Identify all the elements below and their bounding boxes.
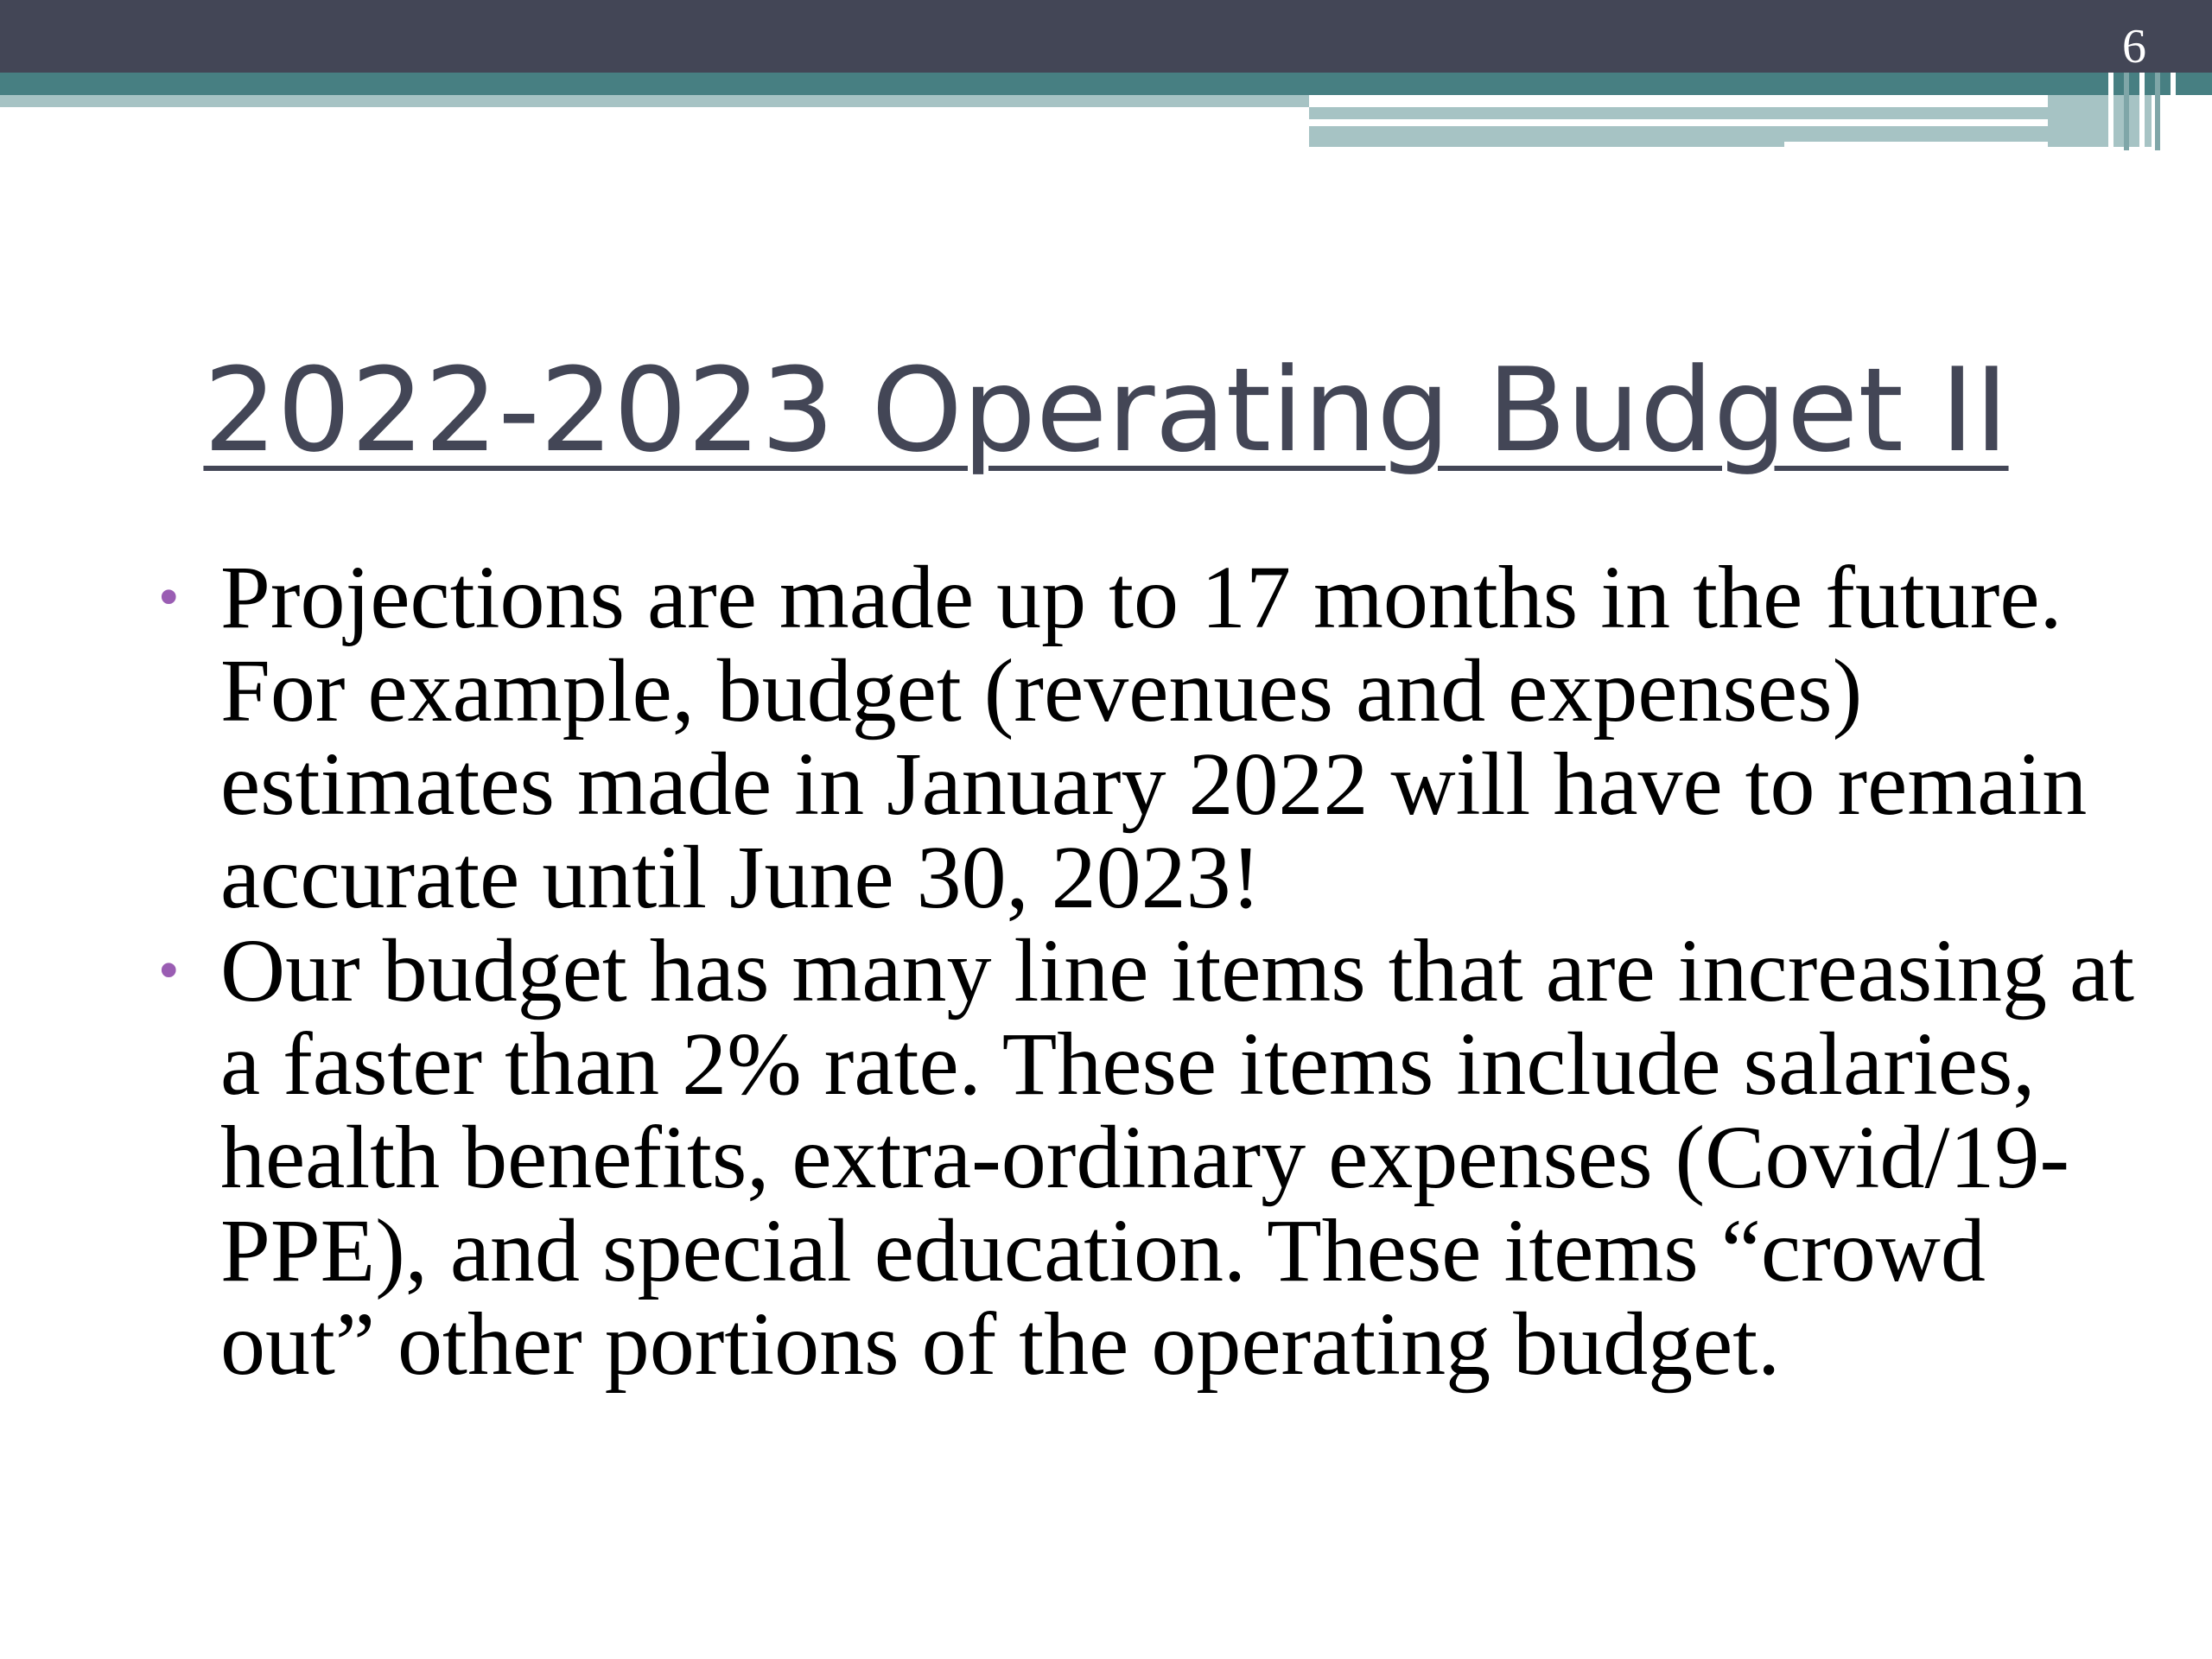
header-vertical-stripe (2108, 73, 2113, 150)
slide-number: 6 (2122, 20, 2146, 73)
slide-title-text: 2022-2023 Operating Budget II (203, 343, 2009, 478)
list-item (158, 921, 2147, 1394)
header-vertical-stripe (2171, 73, 2176, 150)
header-vertical-stripe (2155, 73, 2160, 150)
header-band-dark (0, 0, 2212, 73)
header-vertical-stripe (2124, 73, 2129, 150)
list-item-text: Projections are made up to 17 months in the future. For example, budget (revenues and expenses) estimates made in January 2022 will have to remain accurate until June 30, 2023! (220, 548, 2088, 927)
header-vertical-stripe (2139, 73, 2145, 150)
list-item (158, 548, 2147, 927)
header-band-light (0, 95, 1309, 107)
bullet-dot-icon: • (158, 938, 180, 1004)
list-item-text: Our budget has many line items that are increasing at a faster than 2% rate. These items include salaries, health benefits, extra-ordinary expenses (Covid/19-PPE), and special education. These items “crowd out” other portions of the operating budget. (220, 921, 2135, 1394)
header-right-block (2048, 95, 2152, 147)
slide-title (0, 341, 2212, 480)
header-accent-line-short (1784, 142, 2048, 147)
header-band-teal (0, 73, 2212, 95)
header-accent-line (1309, 119, 2048, 126)
bullet-dot-icon: • (158, 564, 180, 631)
bullet-list (158, 548, 2147, 1394)
